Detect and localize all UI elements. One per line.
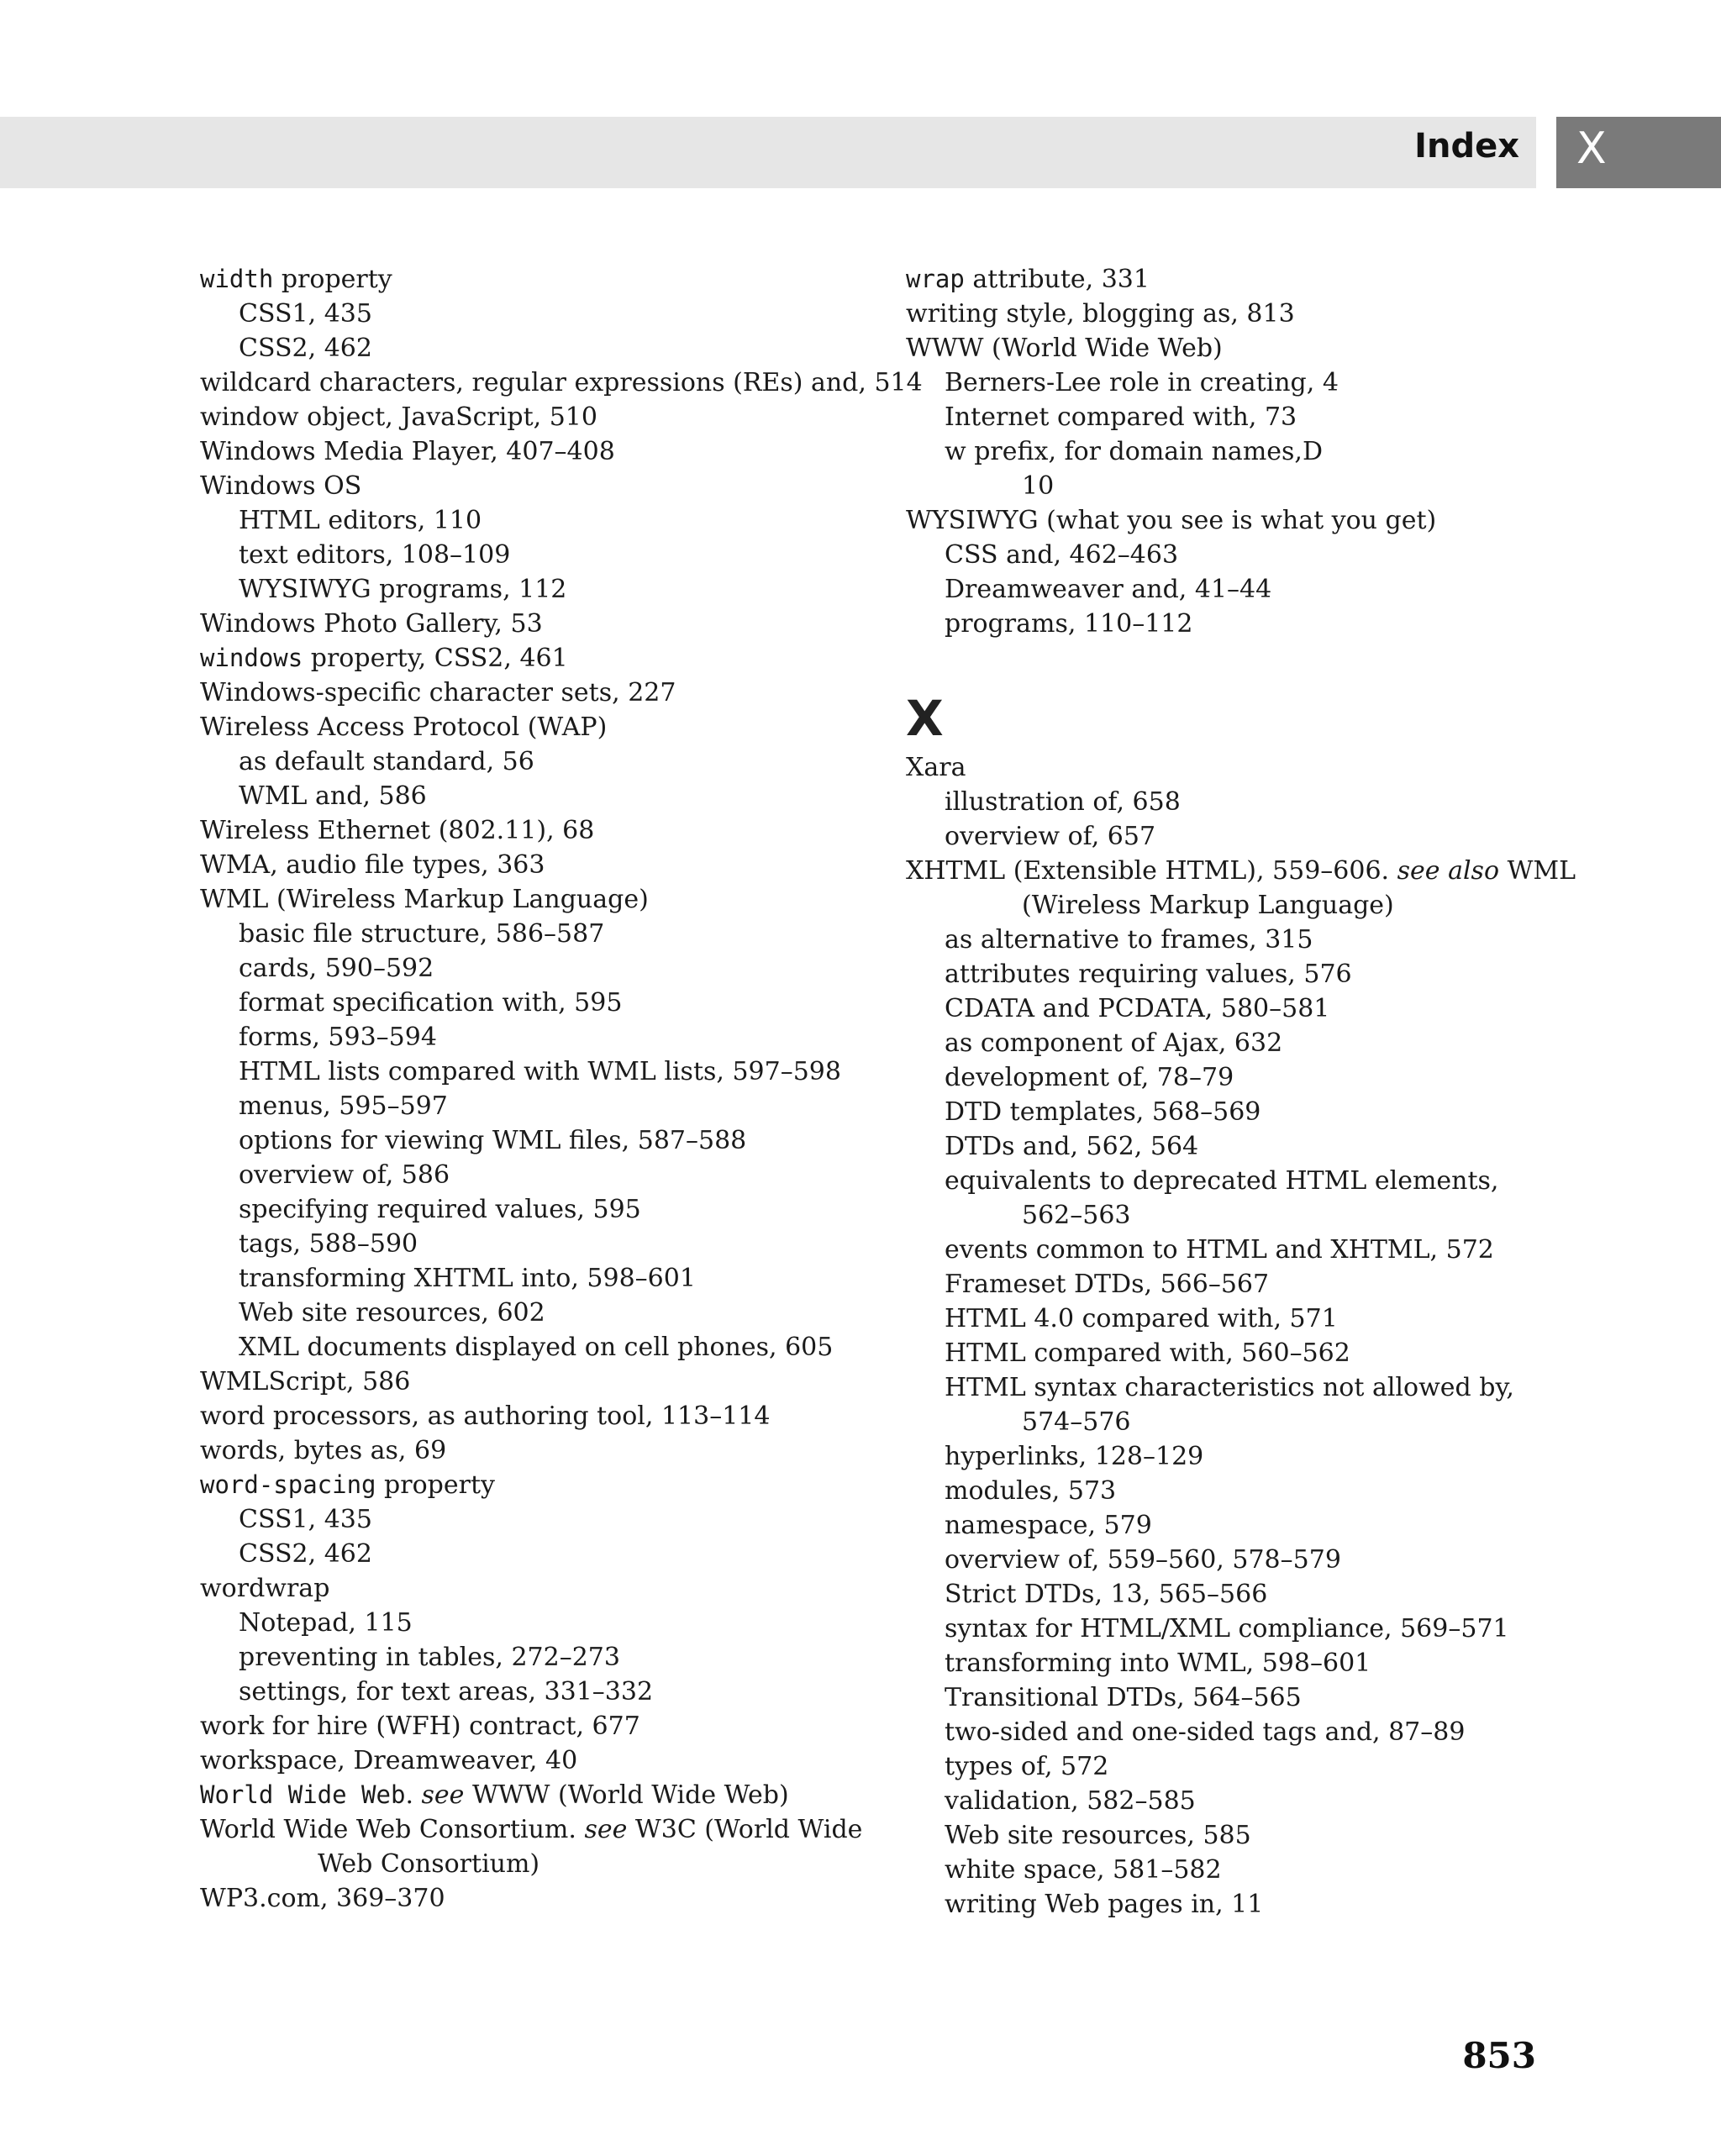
index-subentry: illustration of, 658 xyxy=(945,787,1181,817)
index-entry: Windows Photo Gallery, 53 xyxy=(200,609,543,639)
index-entry: World Wide Web Consortium. see W3C (World Wide xyxy=(200,1815,863,1844)
index-entry: WMLScript, 586 xyxy=(200,1367,411,1396)
index-subentry: options for viewing WML files, 587–588 xyxy=(239,1126,747,1155)
index-entry-continuation: 562–563 xyxy=(1022,1201,1131,1230)
index-entry-continuation: Web Consortium) xyxy=(318,1849,540,1879)
index-subentry: overview of, 559–560, 578–579 xyxy=(945,1545,1341,1575)
index-subentry: menus, 595–597 xyxy=(239,1091,448,1121)
thumb-tab-letter: X xyxy=(1576,124,1607,174)
index-subentry: Strict DTDs, 13, 565–566 xyxy=(945,1580,1268,1609)
index-entry: windows property, CSS2, 461 xyxy=(200,644,568,673)
index-subentry: WML and, 586 xyxy=(239,781,427,811)
index-entry: writing style, blogging as, 813 xyxy=(906,299,1295,329)
page-title: Index xyxy=(1414,127,1519,166)
index-column-right xyxy=(906,262,1576,1922)
index-subentry: validation, 582–585 xyxy=(945,1786,1196,1816)
index-subentry: as component of Ajax, 632 xyxy=(945,1028,1283,1058)
index-subentry: forms, 593–594 xyxy=(239,1023,437,1052)
index-subentry: HTML editors, 110 xyxy=(239,506,482,535)
index-subentry: types of, 572 xyxy=(945,1752,1109,1781)
index-entry: Wireless Access Protocol (WAP) xyxy=(200,713,608,742)
index-subentry: CSS1, 435 xyxy=(239,299,372,329)
index-subentry: text editors, 108–109 xyxy=(239,540,511,570)
index-subentry: Web site resources, 602 xyxy=(239,1298,545,1328)
index-entry: WWW (World Wide Web) xyxy=(906,334,1223,363)
index-subentry: writing Web pages in, 11 xyxy=(945,1890,1264,1919)
index-entry-continuation: (Wireless Markup Language) xyxy=(1022,891,1394,920)
index-subentry: HTML 4.0 compared with, 571 xyxy=(945,1304,1338,1333)
index-entry: World Wide Web. see WWW (World Wide Web) xyxy=(200,1780,789,1810)
index-entry: workspace, Dreamweaver, 40 xyxy=(200,1746,578,1775)
index-entry: Windows-specific character sets, 227 xyxy=(200,678,676,707)
index-subentry: settings, for text areas, 331–332 xyxy=(239,1677,654,1706)
index-subentry: format specification with, 595 xyxy=(239,988,623,1018)
index-entry: Xara xyxy=(906,753,966,782)
index-subentry: syntax for HTML/XML compliance, 569–571 xyxy=(945,1614,1509,1643)
index-subentry: Frameset DTDs, 566–567 xyxy=(945,1270,1270,1299)
index-subentry: as alternative to frames, 315 xyxy=(945,925,1313,954)
index-entry: words, bytes as, 69 xyxy=(200,1436,447,1465)
index-entry: window object, JavaScript, 510 xyxy=(200,402,597,432)
index-subentry: namespace, 579 xyxy=(945,1511,1152,1540)
index-subentry: Dreamweaver and, 41–44 xyxy=(945,575,1272,604)
index-subentry: development of, 78–79 xyxy=(945,1063,1234,1092)
index-subentry: w prefix, for domain names,D xyxy=(945,437,1323,466)
index-entry: XHTML (Extensible HTML), 559–606. see also WML xyxy=(906,856,1576,886)
index-subentry: CSS and, 462–463 xyxy=(945,540,1179,570)
index-subentry: two-sided and one-sided tags and, 87–89 xyxy=(945,1717,1466,1747)
index-entry: Windows Media Player, 407–408 xyxy=(200,437,615,466)
index-subentry: transforming XHTML into, 598–601 xyxy=(239,1264,696,1293)
index-column-left xyxy=(200,262,923,1916)
index-subentry: cards, 590–592 xyxy=(239,954,434,983)
index-entry: Wireless Ethernet (802.11), 68 xyxy=(200,816,595,845)
index-subentry: HTML lists compared with WML lists, 597–598 xyxy=(239,1057,841,1086)
index-subentry: XML documents displayed on cell phones, 605 xyxy=(239,1333,834,1362)
index-subentry: white space, 581–582 xyxy=(945,1855,1222,1885)
index-subentry: HTML compared with, 560–562 xyxy=(945,1338,1350,1368)
index-subentry: basic file structure, 586–587 xyxy=(239,919,605,949)
index-subentry: Transitional DTDs, 564–565 xyxy=(945,1683,1302,1712)
index-subentry: CDATA and PCDATA, 580–581 xyxy=(945,994,1330,1023)
index-entry: work for hire (WFH) contract, 677 xyxy=(200,1712,640,1741)
index-subentry: HTML syntax characteristics not allowed by, xyxy=(945,1373,1514,1402)
index-subentry: Notepad, 115 xyxy=(239,1608,413,1638)
index-subentry: Web site resources, 585 xyxy=(945,1821,1251,1850)
index-entry: WYSIWYG (what you see is what you get) xyxy=(906,506,1437,535)
index-subentry: tags, 588–590 xyxy=(239,1229,418,1259)
thumb-tab xyxy=(1556,117,1721,188)
index-entry: WML (Wireless Markup Language) xyxy=(200,885,649,914)
section-heading-x: X xyxy=(906,690,944,747)
page-number: 853 xyxy=(1462,2035,1536,2076)
index-entry: WP3.com, 369–370 xyxy=(200,1884,445,1913)
index-subentry: WYSIWYG programs, 112 xyxy=(239,575,567,604)
header-band xyxy=(0,117,1536,188)
index-subentry: CSS2, 462 xyxy=(239,1539,372,1569)
index-subentry: programs, 110–112 xyxy=(945,609,1193,639)
index-subentry: overview of, 586 xyxy=(239,1160,450,1190)
index-subentry: preventing in tables, 272–273 xyxy=(239,1643,620,1672)
index-subentry: hyperlinks, 128–129 xyxy=(945,1442,1204,1471)
index-entry: word processors, as authoring tool, 113–114 xyxy=(200,1401,771,1431)
index-subentry: attributes requiring values, 576 xyxy=(945,960,1352,989)
index-subentry: specifying required values, 595 xyxy=(239,1195,641,1224)
section-spacer xyxy=(906,641,1545,686)
index-subentry: Berners-Lee role in creating, 4 xyxy=(945,368,1339,397)
index-subentry: transforming into WML, 598–601 xyxy=(945,1649,1371,1678)
index-subentry: CSS2, 462 xyxy=(239,334,372,363)
index-entry-continuation: 574–576 xyxy=(1022,1407,1131,1437)
index-entry: width property xyxy=(200,265,392,294)
index-entry-continuation: 10 xyxy=(1022,471,1055,501)
index-subentry: equivalents to deprecated HTML elements, xyxy=(945,1166,1499,1196)
index-subentry: DTD templates, 568–569 xyxy=(945,1097,1261,1127)
index-entry: Windows OS xyxy=(200,471,362,501)
index-entry: wordwrap xyxy=(200,1574,330,1603)
index-entry: WMA, audio file types, 363 xyxy=(200,850,545,880)
index-subentry: CSS1, 435 xyxy=(239,1505,372,1534)
index-entry: wrap attribute, 331 xyxy=(906,265,1150,294)
index-subentry: DTDs and, 562, 564 xyxy=(945,1132,1199,1161)
index-subentry: modules, 573 xyxy=(945,1476,1117,1506)
index-subentry: Internet compared with, 73 xyxy=(945,402,1297,432)
index-entry: word-spacing property xyxy=(200,1470,495,1500)
index-subentry: events common to HTML and XHTML, 572 xyxy=(945,1235,1494,1265)
index-entry: wildcard characters, regular expressions (REs) and, 514 xyxy=(200,368,923,397)
index-subentry: as default standard, 56 xyxy=(239,747,534,776)
index-subentry: overview of, 657 xyxy=(945,822,1156,851)
